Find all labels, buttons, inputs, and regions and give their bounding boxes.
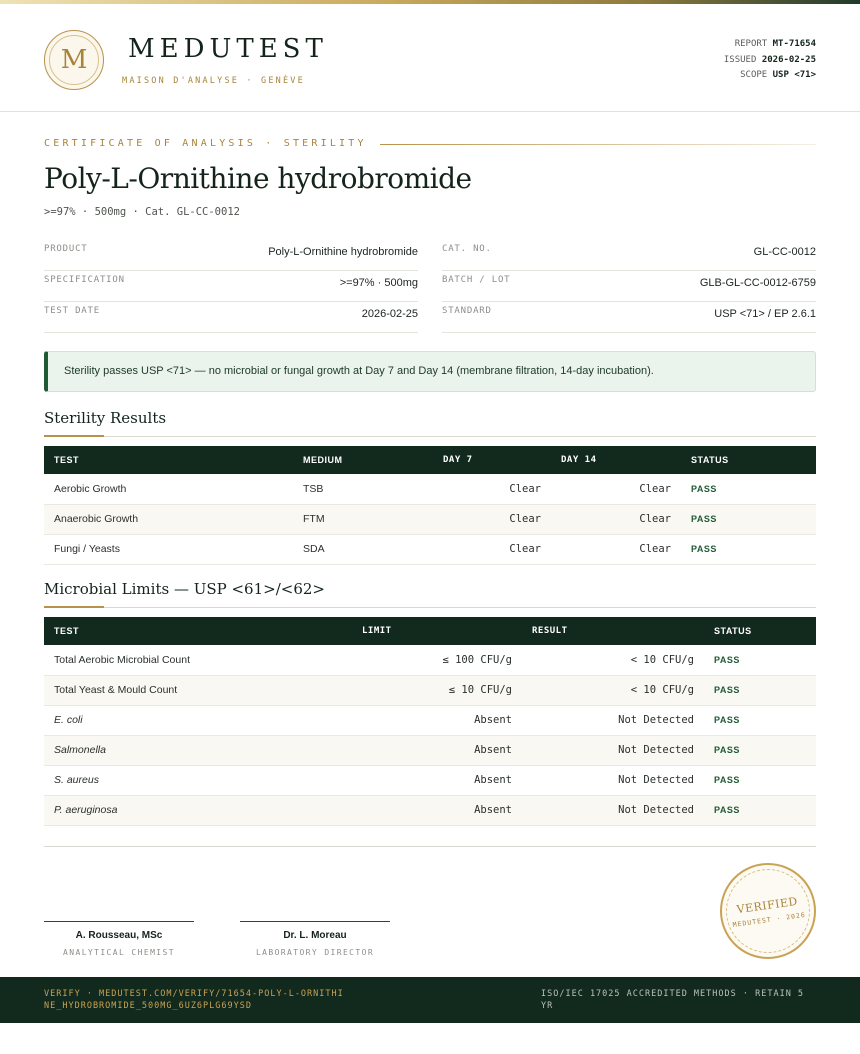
page-title: Poly-L-Ornithine hydrobromide — [44, 162, 472, 195]
section-rule — [44, 436, 816, 437]
table-row: P. aeruginosa Absent Not Detected PASS — [44, 795, 816, 825]
report-id-row: REPORT MT-71654 — [734, 39, 816, 49]
detail-specification: SPECIFICATION >=97% · 500mg — [44, 271, 418, 302]
status-badge: PASS — [704, 705, 816, 735]
eyebrow-divider — [380, 144, 816, 145]
page-footer — [0, 977, 860, 1023]
detail-cat-no: CAT. NO. GL-CC-0012 — [442, 240, 816, 271]
detail-test-date: TEST DATE 2026-02-25 — [44, 302, 418, 333]
issued-row: ISSUED 2026-02-25 — [723, 54, 816, 65]
certificate-eyebrow: CERTIFICATE OF ANALYSIS · STERILITY — [44, 138, 367, 149]
microbial-section-title: Microbial Limits — USP <61>/<62> — [44, 580, 325, 598]
detail-batch-lot: BATCH / LOT GLB-GL-CC-0012-6759 — [442, 271, 816, 302]
page-header — [0, 4, 860, 112]
page-subtitle: >=97% · 500mg · Cat. GL-CC-0012 — [44, 206, 240, 218]
verified-stamp: VERIFIED MEDUTEST · 2026 — [720, 863, 816, 959]
sterility-section-title: Sterility Results — [44, 409, 167, 427]
brand-logo — [44, 30, 104, 90]
signature-analyst: A. Rousseau, MSc ANALYTICAL CHEMIST — [44, 921, 194, 957]
signature-director: Dr. L. Moreau LABORATORY DIRECTOR — [240, 921, 390, 957]
table-header-row: TEST LIMIT RESULT STATUS — [44, 617, 816, 645]
brand-tagline: MAISON D'ANALYSE · GENÈVE — [122, 76, 305, 86]
sterility-table — [44, 446, 816, 565]
section-accent — [44, 435, 104, 437]
status-badge: PASS — [681, 534, 816, 564]
table-row: S. aureus Absent Not Detected PASS — [44, 765, 816, 795]
detail-product: PRODUCT Poly-L-Ornithine hydrobromide — [44, 240, 418, 271]
status-badge: PASS — [704, 675, 816, 705]
status-badge: PASS — [704, 645, 816, 675]
report-meta — [724, 37, 816, 84]
table-row: Aerobic Growth TSB Clear Clear PASS — [44, 474, 816, 504]
table-row: Total Aerobic Microbial Count ≤ 100 CFU/g < 10 CFU/g PASS — [44, 645, 816, 675]
status-badge: PASS — [704, 735, 816, 765]
table-row: Total Yeast & Mould Count ≤ 10 CFU/g < 10 CFU/g PASS — [44, 675, 816, 705]
section-rule — [44, 607, 816, 608]
status-badge: PASS — [704, 765, 816, 795]
brand-name: MEDUTEST — [128, 34, 328, 64]
table-row: Anaerobic Growth FTM Clear Clear PASS — [44, 504, 816, 534]
table-header-row: TEST MEDIUM DAY 7 DAY 14 STATUS — [44, 446, 816, 474]
status-badge: PASS — [681, 474, 816, 504]
table-row: E. coli Absent Not Detected PASS — [44, 705, 816, 735]
verify-link[interactable]: VERIFY · MEDUTEST.COM/VERIFY/71654-POLY-L-ORNITHINE_HYDROBROMIDE_500MG_6UZ6PLG69YSD — [44, 989, 344, 1011]
table-row: Salmonella Absent Not Detected PASS — [44, 735, 816, 765]
microbial-limits-table — [44, 617, 816, 826]
logo-monogram: M — [49, 35, 99, 85]
scope-row: SCOPE USP <71> — [740, 70, 816, 80]
section-accent — [44, 606, 104, 608]
detail-standard: STANDARD USP <71> / EP 2.6.1 — [442, 302, 816, 333]
alert-text: Sterility passes USP <71> — no microbial or fungal growth at Day 7 and Day 14 (membrane filtration, 14-day incubation). — [64, 365, 654, 377]
signature-divider — [44, 846, 816, 847]
sterility-pass-alert — [44, 351, 816, 392]
accreditation-note: ISO/IEC 17025 ACCREDITED METHODS · RETAIN 5 YR — [541, 989, 805, 1011]
eyebrow-row — [44, 138, 816, 152]
table-row: Fungi / Yeasts SDA Clear Clear PASS — [44, 534, 816, 564]
status-badge: PASS — [681, 504, 816, 534]
status-badge: PASS — [704, 795, 816, 825]
